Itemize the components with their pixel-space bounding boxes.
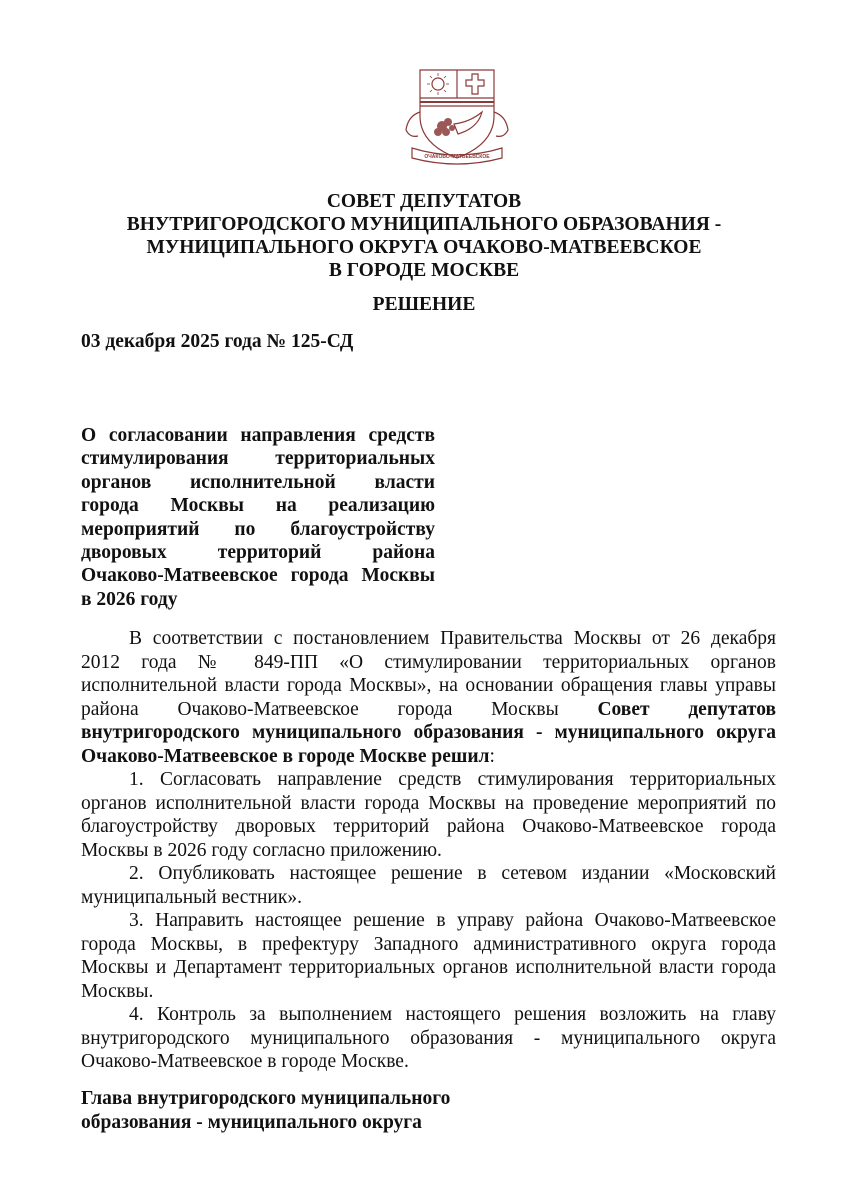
subject-line: мероприятий по благоустройству — [81, 518, 435, 540]
item-line: 1. Согласовать направление средств стимулирования территориальных — [129, 769, 776, 790]
preamble-paragraph — [81, 627, 776, 769]
subject-line: О согласовании направления средств — [81, 425, 435, 446]
preamble-line: 2012 года № 849-ПП «О стимулировании территориальных органов — [81, 651, 776, 673]
decision-item-1 — [81, 768, 776, 862]
emblem-graphic — [398, 66, 516, 166]
preamble-line-final — [81, 745, 776, 769]
council-bold-phrase: Совет депутатов — [597, 698, 776, 720]
colon: : — [489, 745, 495, 767]
subject-line: дворовых территорий района — [81, 541, 435, 563]
header-line: СОВЕТ ДЕПУТАТОВ — [326, 191, 522, 212]
item-line: муниципальный вестник». — [81, 886, 302, 908]
item-line: Москвы в 2026 году согласно приложению. — [81, 839, 442, 861]
item-line: Очаково-Матвеевское в городе Москве. — [81, 1051, 409, 1073]
item-line: Москвы. — [81, 980, 154, 1002]
signature-line: образования - муниципального округа — [81, 1112, 422, 1133]
coat-of-arms-emblem — [398, 66, 516, 166]
item-line: города Москвы, в префектуру Западного административного округа города — [81, 933, 776, 955]
item-line: 2. Опубликовать настоящее решение в сетевом издании «Московский — [129, 863, 776, 884]
decision-item-4 — [81, 1003, 776, 1074]
preamble-line-part: района Очаково-Матвеевское города Москвы — [81, 698, 559, 720]
decision-item-3 — [81, 909, 776, 1003]
subject-line: органов исполнительной власти — [81, 471, 435, 493]
item-line: благоустройству дворовых территорий района Очаково-Матвеевское города — [81, 816, 776, 838]
item-line: органов исполнительной власти города Москвы на проведение мероприятий по — [81, 792, 776, 814]
header-line: МУНИЦИПАЛЬНОГО ОКРУГА ОЧАКОВО-МАТВЕЕВСКОЕ — [146, 237, 702, 258]
emblem-ribbon-text: ОЧАКОВО-МАТВЕЕВСКОЕ — [424, 154, 490, 160]
subject-line: в 2026 году — [81, 588, 178, 610]
date-and-number: 03 декабря 2025 года № 125-СД — [81, 331, 354, 352]
subject-line: Очаково-Матвеевское города Москвы — [81, 565, 435, 587]
header-line: ВНУТРИГОРОДСКОГО МУНИЦИПАЛЬНОГО ОБРАЗОВАНИЯ - — [126, 214, 722, 235]
preamble-line: внутригородского муниципального образования - муниципального округа — [81, 722, 776, 744]
document-type-title: РЕШЕНИЕ — [372, 294, 476, 315]
item-line: Москвы и Департамент территориальных органов исполнительной власти города — [81, 957, 776, 979]
subject-line: стимулирования территориальных — [81, 448, 435, 470]
preamble-line: В соответствии с постановлением Правительства Москвы от 26 декабря — [129, 628, 776, 649]
signature-line: Глава внутригородского муниципального — [81, 1088, 451, 1109]
signature-block — [81, 1087, 450, 1135]
item-line: 3. Направить настоящее решение в управу района Очаково-Матвеевское — [129, 910, 776, 931]
council-header — [0, 190, 848, 282]
decision-item-2 — [81, 862, 776, 909]
subject-line: города Москвы на реализацию — [81, 495, 435, 517]
decision-subject — [81, 424, 435, 611]
preamble-line-mixed — [81, 698, 776, 722]
preamble-line: исполнительной власти города Москвы», на основании обращения главы управы — [81, 675, 776, 697]
header-line: В ГОРОДЕ МОСКВЕ — [328, 260, 520, 281]
item-line: 4. Контроль за выполнением настоящего решения возложить на главу — [129, 1004, 776, 1025]
item-line: внутригородского муниципального образования - муниципального округа — [81, 1027, 776, 1049]
preamble-line-part: Очаково-Матвеевское в городе Москве решил — [81, 745, 490, 767]
